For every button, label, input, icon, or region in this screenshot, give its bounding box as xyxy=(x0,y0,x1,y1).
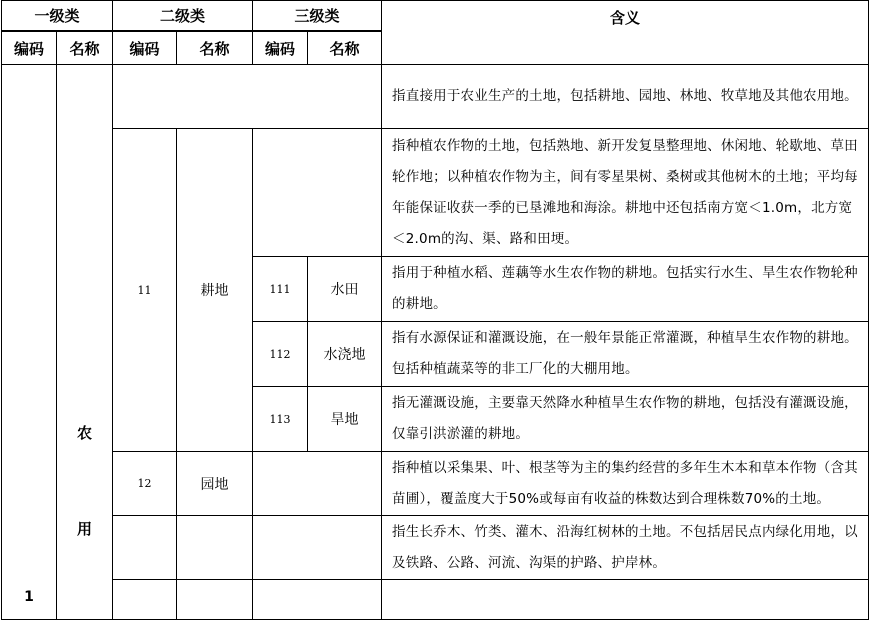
header-code: 编码 xyxy=(113,31,177,65)
table-row xyxy=(2,65,869,129)
level1-name: 农 用 xyxy=(57,65,113,620)
header-level3: 三级类 xyxy=(253,1,382,32)
description: 指生长乔木、竹类、灌木、沿海红树林的土地。不包括居民点内绿化用地，以及铁路、公路、河流、沟渠的护路、护岸林。 xyxy=(382,516,869,580)
level2-code: 12 xyxy=(113,452,177,516)
level3-code: 111 xyxy=(253,257,308,322)
empty-cell xyxy=(253,129,382,257)
description: 指有水源保证和灌溉设施，在一般年景能正常灌溉，种植旱生农作物的耕地。包括种植蔬菜等的非工厂化的大棚用地。 xyxy=(382,322,869,387)
header-name: 名称 xyxy=(57,31,113,65)
header-row-levels xyxy=(2,1,869,32)
empty-cell xyxy=(253,452,382,516)
level3-name: 水浇地 xyxy=(308,322,382,387)
level2-name xyxy=(177,516,253,580)
description: 指种植以采集果、叶、根茎等为主的集约经营的多年生木本和草本作物（含其苗圃），覆盖度大于50%或每亩有收益的株数达到合理株数70%的土地。 xyxy=(382,452,869,516)
level3-code: 112 xyxy=(253,322,308,387)
table-row xyxy=(2,516,869,580)
level2-code: 11 xyxy=(113,129,177,452)
level3-code: 113 xyxy=(253,387,308,452)
level1-code: 1 xyxy=(2,65,57,620)
description: 指用于种植水稻、莲藕等水生农作物的耕地。包括实行水生、旱生农作物轮种的耕地。 xyxy=(382,257,869,322)
empty-cell xyxy=(253,516,382,580)
level1-description: 指直接用于农业生产的土地，包括耕地、园地、林地、牧草地及其他农用地。 xyxy=(382,65,869,129)
level3-name: 旱地 xyxy=(308,387,382,452)
empty-cell xyxy=(113,65,382,129)
level2-code xyxy=(113,516,177,580)
header-name: 名称 xyxy=(308,31,382,65)
table-row xyxy=(2,580,869,620)
table-row xyxy=(2,129,869,257)
header-level2: 二级类 xyxy=(113,1,253,32)
description: 指无灌溉设施，主要靠天然降水种植旱生农作物的耕地，包括没有灌溉设施，仅靠引洪淤灌的耕地。 xyxy=(382,387,869,452)
table-row xyxy=(2,452,869,516)
header-code: 编码 xyxy=(253,31,308,65)
level2-name: 耕地 xyxy=(177,129,253,452)
header-meaning: 含义 xyxy=(382,1,869,65)
header-level1: 一级类 xyxy=(2,1,113,32)
header-code: 编码 xyxy=(2,31,57,65)
header-name: 名称 xyxy=(177,31,253,65)
description: 指种植农作物的土地，包括熟地、新开发复垦整理地、休闲地、轮歇地、草田轮作地；以种植农作物为主，间有零星果树、桑树或其他树木的土地；平均每年能保证收获一季的已垦滩地和海涂。耕地中还包括南方宽＜1.0m，北方宽＜2.0m的沟、渠、路和田埂。 xyxy=(382,129,869,257)
level3-name: 水田 xyxy=(308,257,382,322)
land-classification-table xyxy=(1,0,869,620)
level2-name: 园地 xyxy=(177,452,253,516)
